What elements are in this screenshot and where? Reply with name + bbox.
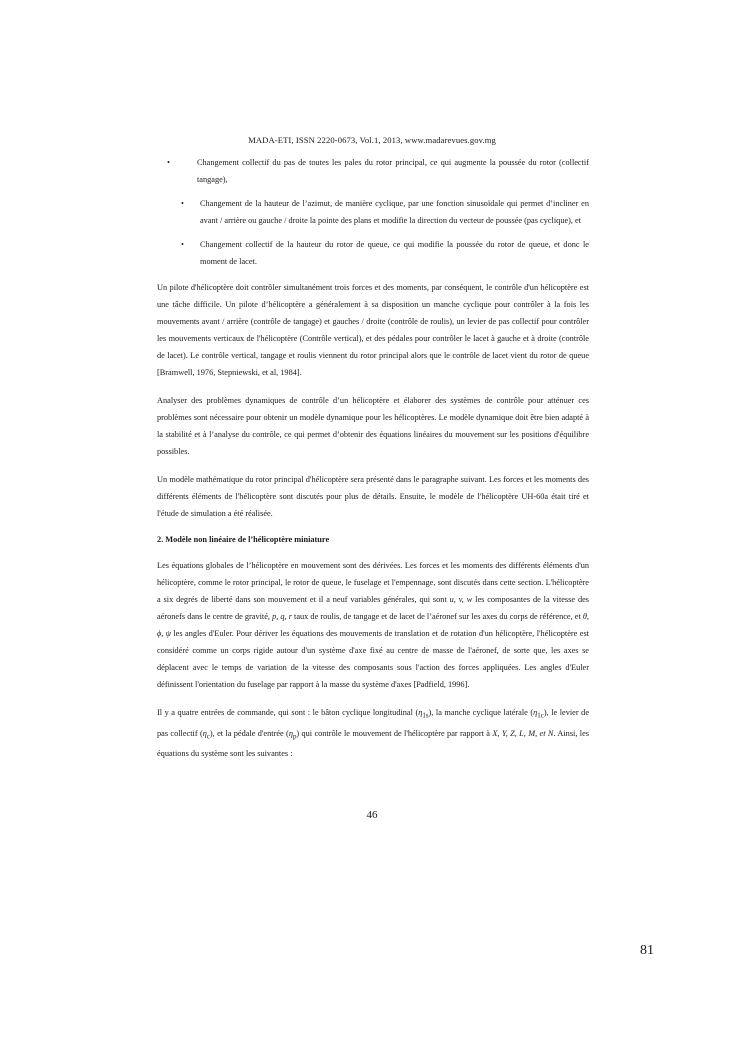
paragraph — [157, 557, 589, 693]
paragraph: Analyser des problèmes dynamiques de contrôle d’un hélicoptère et élaborer des systèmes de contrôle pour atténuer ces problèmes sont nécessaire pour obtenir un modèle dynamique pour les hélicoptères. Le modèle dynamique doit être bien adapté à la stabilité et à l’analyse du contrôle, ce qui permet d’obtenir des équations linéaires du mouvement sur les positions d'équilibre possibles. — [157, 396, 589, 456]
journal-page-number: 46 — [366, 809, 378, 821]
paragraph — [157, 704, 589, 762]
text-run: les composantes de la vitesse des aéronefs dans le centre de gravité, — [157, 595, 590, 621]
journal-header: MADA-ETI, ISSN 2220-0673, Vol.1, 2013, www.madarevues.gov.mg — [248, 135, 496, 145]
text-run: les angles d'Euler. Pour dériver les équations des mouvements de translation et de rotation d'un hélicoptère, l'hélicoptère est considéré comme un corps rigide autour d'un système d'axe fixé au centre de masse de l'aéronef, de sorte que, les axes se déplacent avec le temps de variation de la vitesse des composants sous l'action des forces appliquées. Les angles d'Euler définissent l'orientation du fuselage par rapport à la masse du système d'axes [Padfield, 1996]. — [157, 629, 589, 689]
math-subscript: 1s — [422, 712, 429, 720]
math-eta: η — [202, 728, 207, 738]
bullet-icon: • — [167, 158, 170, 167]
text-run: ), la manche cyclique latérale ( — [428, 708, 534, 717]
text-run: Les équations globales de l’hélicoptère en mouvement sont des dérivées. Les forces et les moments des différents éléments d'un hélicoptère, comme le rotor principal, le rotor de queue, le fuselage et l'empennage, sont discutés dans cette section. L'hélicoptère a six degrés de liberté dans son mouvement et il a neuf variables générales, qui sont — [157, 561, 589, 604]
bullet-item — [151, 154, 589, 188]
text-run: ), et la pédale d'entrée ( — [209, 728, 289, 738]
math-forces-moments: X, Y, Z, L, M, et N — [492, 728, 554, 738]
math-eta: η — [288, 728, 293, 738]
book-page-number: 81 — [640, 943, 654, 958]
bullet-icon: • — [181, 199, 184, 208]
paragraph: Un modèle mathématique du rotor principal d'hélicoptère sera présenté dans le paragraphe suivant. Les forces et les moments des différents éléments de l'hélicoptère sont discutés pour plus de détails. Ensuite, le modèle de l'hélicoptère UH-60a était tiré et l'étude de simulation a été réalisée. — [157, 475, 589, 518]
section-title: 2. Modèle non linéaire de l’hélicoptère miniature — [157, 535, 330, 544]
text-run: ), le levier de pas collectif ( — [157, 708, 589, 738]
math-subscript: 1c — [537, 712, 544, 720]
text-run: Il y a quatre entrées de commande, qui sont : le bâton cyclique longitudinal ( — [157, 708, 419, 717]
bullet-text: Changement collectif du pas de toutes les pales du rotor principal, ce qui augmente la poussée du rotor (collectif tangage), — [197, 158, 589, 184]
bullet-icon: • — [181, 240, 184, 249]
body-text — [157, 154, 589, 762]
text-run: ) qui contrôle le mouvement de l'hélicoptère par rapport à — [296, 728, 493, 738]
math-velocity: u, v, w — [449, 595, 473, 604]
math-rates: p, q, r — [272, 612, 292, 621]
math-subscript: c — [206, 733, 210, 741]
math-eta: η — [533, 708, 538, 717]
math-eta: η — [418, 708, 423, 717]
bullet-item — [154, 236, 589, 270]
text-run: taux de roulis, de tangage et de lacet de l’aéronef sur les axes du corps de référence, et — [291, 612, 583, 621]
math-euler-angles: θ, ϕ, ψ — [157, 612, 590, 638]
bullet-item — [154, 195, 589, 229]
text-run: . Ainsi, les équations du système sont les suivantes : — [157, 728, 589, 759]
bullet-list — [157, 154, 589, 270]
bullet-text: Changement de la hauteur de l’azimut, de manière cyclique, par une fonction sinusoïdale qui permet d’incliner en avant / arrière ou gauche / droite la pointe des plans et modifie la direction du vecteur de poussée (pas cyclique), et — [200, 199, 589, 225]
bullet-text: Changement collectif de la hauteur du rotor de queue, ce qui modifie la poussée du rotor de queue, et donc le moment de lacet. — [200, 240, 589, 266]
math-subscript: p — [292, 733, 297, 741]
paragraph: Un pilote d'hélicoptère doit contrôler simultanément trois forces et des moments, par conséquent, le contrôle d'un hélicoptère est une tâche difficile. Un pilote d’hélicoptère a généralement à sa disposition un manche cyclique pour contrôler à la fois les mouvements avant / arrière (contrôle de tangage) et gauches / droite (contrôle de roulis), un levier de pas collectif pour contrôler les mouvements verticaux de l'hélicoptère (Contrôle vertical), et des pédales pour contrôler le lacet à gauche et à droite (contrôle de lacet). Le contrôle vertical, tangage et roulis viennent du rotor principal alors que le contrôle de lacet vient du rotor de queue [Bramwell, 1976, Stepniewski, et al, 1984]. — [157, 283, 589, 377]
